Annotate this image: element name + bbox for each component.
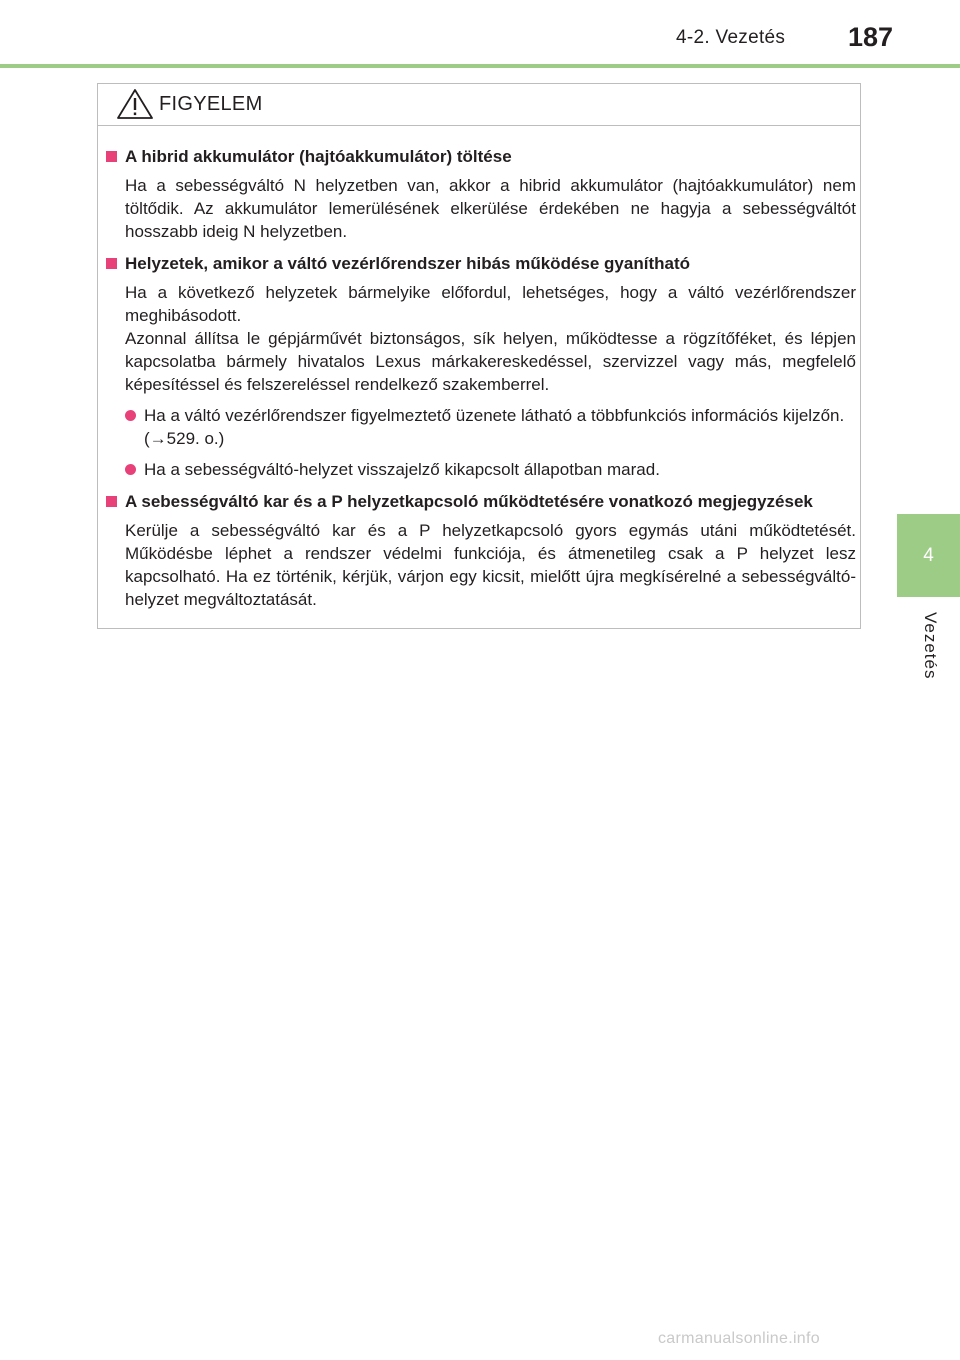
header-rule [0,64,960,68]
warning-box [97,83,861,629]
round-bullet-icon [125,464,136,475]
section-body [125,174,856,243]
bullet-list [125,404,856,481]
section-heading: A sebességváltó kar és a P helyzetkapcsoló működtetésére vonatkozó megjegyzések [125,492,813,511]
section-heading: Helyzetek, amikor a váltó vezérlőrendszer hibás működése gyanítható [125,254,690,273]
warning-header [98,84,860,126]
warning-triangle-icon [116,88,154,120]
list-item-text: Ha a sebességváltó-helyzet visszajelző kikapcsolt állapotban marad. [144,460,660,479]
chapter-number: 4 [923,544,934,566]
paragraph: Azonnal állítsa le gépjárművét biztonságos, sík helyen, működtesse a rögzítőféket, és lépjen kapcsolatba bármely hivatalos Lexus márkakereskedéssel, szervizzel vagy más, megfelelő képesítéssel és felszereléssel rendelkező szakemberrel. [125,329,856,394]
chapter-label: Vezetés [921,612,940,680]
page-number: 187 [848,22,894,52]
section-title [106,491,856,513]
square-bullet-icon [106,496,117,507]
watermark: carmanualsonline.info [658,1330,820,1347]
section-heading: A hibrid akkumulátor (hajtóakkumulátor) töltése [125,147,512,166]
section-body [125,281,856,396]
section-title [106,146,856,168]
paragraph: Ha a következő helyzetek bármelyike előfordul, lehetséges, hogy a váltó vezérlőrendszer meghibásodott. [125,283,856,325]
chapter-tab[interactable] [897,514,960,597]
paragraph: Kerülje a sebességváltó kar és a P helyzetkapcsoló gyors egymás utáni működtetését. Működésbe léphet a rendszer védelmi funkciója, és átmenetileg csak a P helyzet lesz kapcsolható. Ha ez történik, kérjük, várjon egy kicsit, mielőtt újra megkísérelné a sebességváltó-helyzet megváltoztatását. [125,521,856,609]
section-battery-charging [106,146,856,243]
paragraph: Ha a sebességváltó N helyzetben van, akkor a hibrid akkumulátor (hajtóakkumulátor) nem töltődik. Az akkumulátor lemerülésének elkerülése érdekében ne hagyja a sebességváltót hosszabb ideig N helyzetben. [125,176,856,241]
warning-title: FIGYELEM [159,93,263,115]
section-shift-lever-notes [106,491,856,611]
list-item [125,404,856,450]
round-bullet-icon [125,410,136,421]
list-item-text: Ha a váltó vezérlőrendszer figyelmeztető üzenete látható a többfunkciós információs kijelzőn. (→529. o.) [144,406,845,448]
header-section-title: 4-2. Vezetés [676,27,786,48]
section-body [125,519,856,611]
square-bullet-icon [106,151,117,162]
list-item [125,458,856,481]
square-bullet-icon [106,258,117,269]
section-title [106,253,856,275]
section-shift-control-malfunction [106,253,856,481]
warning-content [106,146,856,621]
